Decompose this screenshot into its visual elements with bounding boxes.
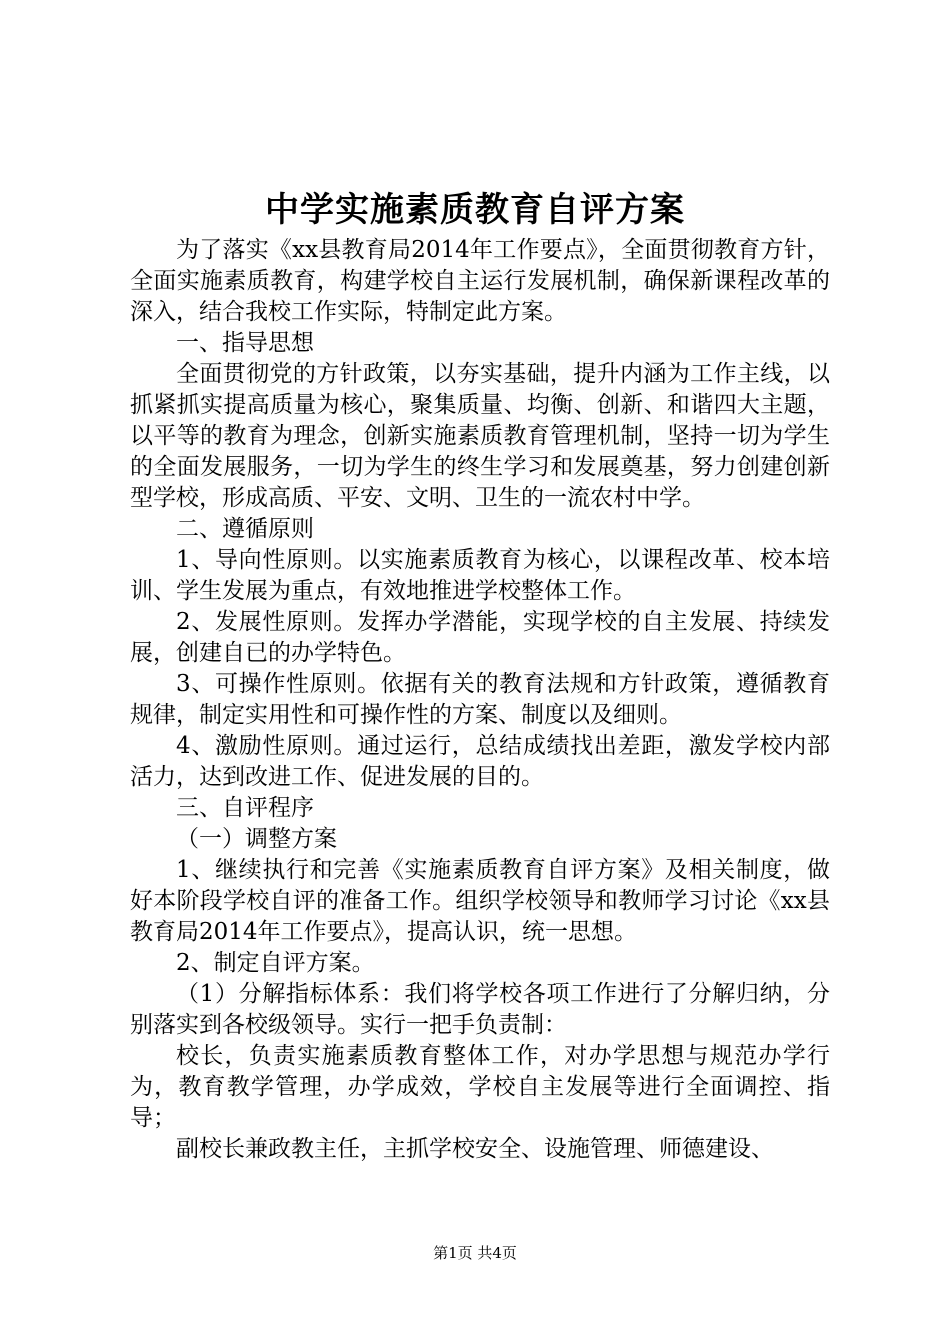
paragraph-principle-1: 1、导向性原则。以实施素质教育为核心，以课程改革、校本培训、学生发展为重点，有效地推进学校整体工作。 (130, 547, 830, 604)
paragraph-vice-principal-duty: 副校长兼政教主任，主抓学校安全、设施管理、师德建设、 (176, 1136, 774, 1162)
page-footer: 第1页 共4页 (433, 1244, 517, 1262)
paragraph-procedure-1: 1、继续执行和完善《实施素质教育自评方案》及相关制度，做好本阶段学校自评的准备工作。组织学校领导和教师学习讨论《xx县教育局2014年工作要点》，提高认识，统一思想。 (130, 857, 830, 945)
paragraph-indicator-system: （1）分解指标体系：我们将学校各项工作进行了分解归纳，分别落实到各校级领导。实行一把手负责制： (130, 981, 830, 1038)
section-heading-principles: 二、遵循原则 (176, 516, 314, 542)
subsection-heading-adjust-plan: （一）调整方案 (176, 826, 337, 852)
section-heading-procedure: 三、自评程序 (176, 795, 314, 821)
section-heading-guiding-thought: 一、指导思想 (176, 330, 314, 356)
paragraph-guiding-thought: 全面贯彻党的方针政策，以夯实基础，提升内涵为工作主线，以抓紧抓实提高质量为核心，聚集质量、均衡、创新、和谐四大主题，以平等的教育为理念，创新实施素质教育管理机制，坚持一切为学生的全面发展服务，一切为学生的终生学习和发展奠基，努力创建创新型学校，形成高质、平安、文明、卫生的一流农村中学。 (130, 361, 830, 511)
paragraph-procedure-2: 2、制定自评方案。 (176, 950, 375, 976)
paragraph-principle-4: 4、激励性原则。通过运行，总结成绩找出差距，激发学校内部活力，达到改进工作、促进发展的目的。 (130, 733, 830, 790)
document-title: 中学实施素质教育自评方案 (265, 190, 685, 230)
paragraph-intro: 为了落实《xx县教育局2014年工作要点》，全面贯彻教育方针，全面实施素质教育，构建学校自主运行发展机制，确保新课程改革的深入，结合我校工作实际，特制定此方案。 (130, 237, 830, 325)
document-body (130, 235, 830, 1165)
paragraph-principal-duty: 校长，负责实施素质教育整体工作，对办学思想与规范办学行为，教育教学管理，办学成效，学校自主发展等进行全面调控、指导； (130, 1043, 830, 1131)
paragraph-principle-3: 3、可操作性原则。依据有关的教育法规和方针政策，遵循教育规律，制定实用性和可操作性的方案、制度以及细则。 (130, 671, 830, 728)
paragraph-principle-2: 2、发展性原则。发挥办学潜能，实现学校的自主发展、持续发展，创建自已的办学特色。 (130, 609, 830, 666)
